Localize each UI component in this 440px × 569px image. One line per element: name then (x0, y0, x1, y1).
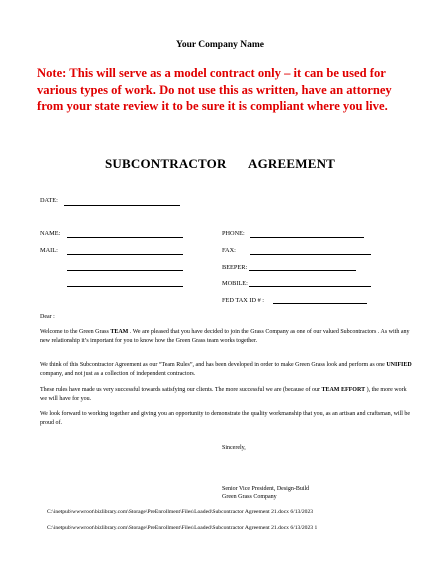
disclaimer-note: Note: This will serve as a model contract only – it can be used for various types of work. Do not use this as written, have an attorney from your state review it to be sure it is compliant where you live. (37, 66, 392, 113)
phone-label: PHONE: (222, 230, 245, 237)
footer-path-2: C:\inetpub\wwwroot\bizlibrary.com\Storage\PreEnrollment\Files\Loaded\Subcontractor Agreement 21.docx 6/13/2023 1 (47, 525, 318, 531)
team-effort-emphasis: TEAM EFFORT (321, 387, 366, 393)
team-emphasis: TEAM (110, 329, 129, 335)
salutation: Dear : (40, 314, 55, 320)
fed-tax-id-label: FED TAX ID # : (222, 297, 265, 304)
mobile-label: MOBILE: (222, 280, 248, 287)
beeper-field[interactable] (249, 270, 356, 271)
footer-path-1: C:\inetpub\wwwroot\bizlibrary.com\Storage\PreEnrollment\Files\Loaded\Subcontractor Agreement 21.docx 6/13/2023 (47, 509, 314, 515)
paragraph-welcome: Welcome to the Green Grass TEAM . We are pleased that you have decided to join the Grass Company as one of our valued Subcontractors . As with any new relationship it’s important for you to know how the Green Grass team works together. (40, 329, 410, 344)
sincerely: Sincerely, (222, 445, 246, 451)
fax-field[interactable] (250, 254, 371, 255)
date-label: DATE: (40, 197, 58, 204)
paragraph-success: These rules have made us very successful towards satisfying our clients. The more successful we are (because of our TEAM EFFORT ), the more work we will have for you. (40, 387, 407, 402)
beeper-label: BEEPER: (222, 264, 248, 271)
mobile-field[interactable] (249, 286, 371, 287)
signer-title: Senior Vice President, Design-Build (222, 486, 310, 492)
title-subcontractor: SUBCONTRACTOR (105, 156, 227, 171)
name-field[interactable] (67, 237, 183, 238)
paragraph-closing: We look forward to working together and giving you an opportunity to demonstrate the quality workmanship that you, as an artisan and craftsman, will be proud of. (40, 411, 411, 426)
fax-label: FAX: (222, 247, 236, 254)
phone-field[interactable] (250, 237, 364, 238)
company-name: Your Company Name (176, 40, 264, 50)
title-agreement: AGREEMENT (248, 156, 336, 171)
date-field[interactable] (64, 205, 180, 206)
paragraph-team-rules: We think of this Subcontractor Agreement as our “Team Rules”, and has been developed in order to make Green Grass look and perform as one UNIFIED company, and not just as a collection of independent contractors. (40, 362, 412, 377)
fed-tax-id-field[interactable] (273, 303, 367, 304)
signer-company: Green Grass Company (222, 494, 277, 500)
mail-field-line-1[interactable] (67, 254, 183, 255)
unified-emphasis: UNIFIED (386, 362, 412, 368)
mail-label: MAIL: (40, 247, 58, 254)
mail-field-line-2[interactable] (67, 270, 183, 271)
mail-field-line-3[interactable] (67, 286, 183, 287)
name-label: NAME: (40, 230, 61, 237)
